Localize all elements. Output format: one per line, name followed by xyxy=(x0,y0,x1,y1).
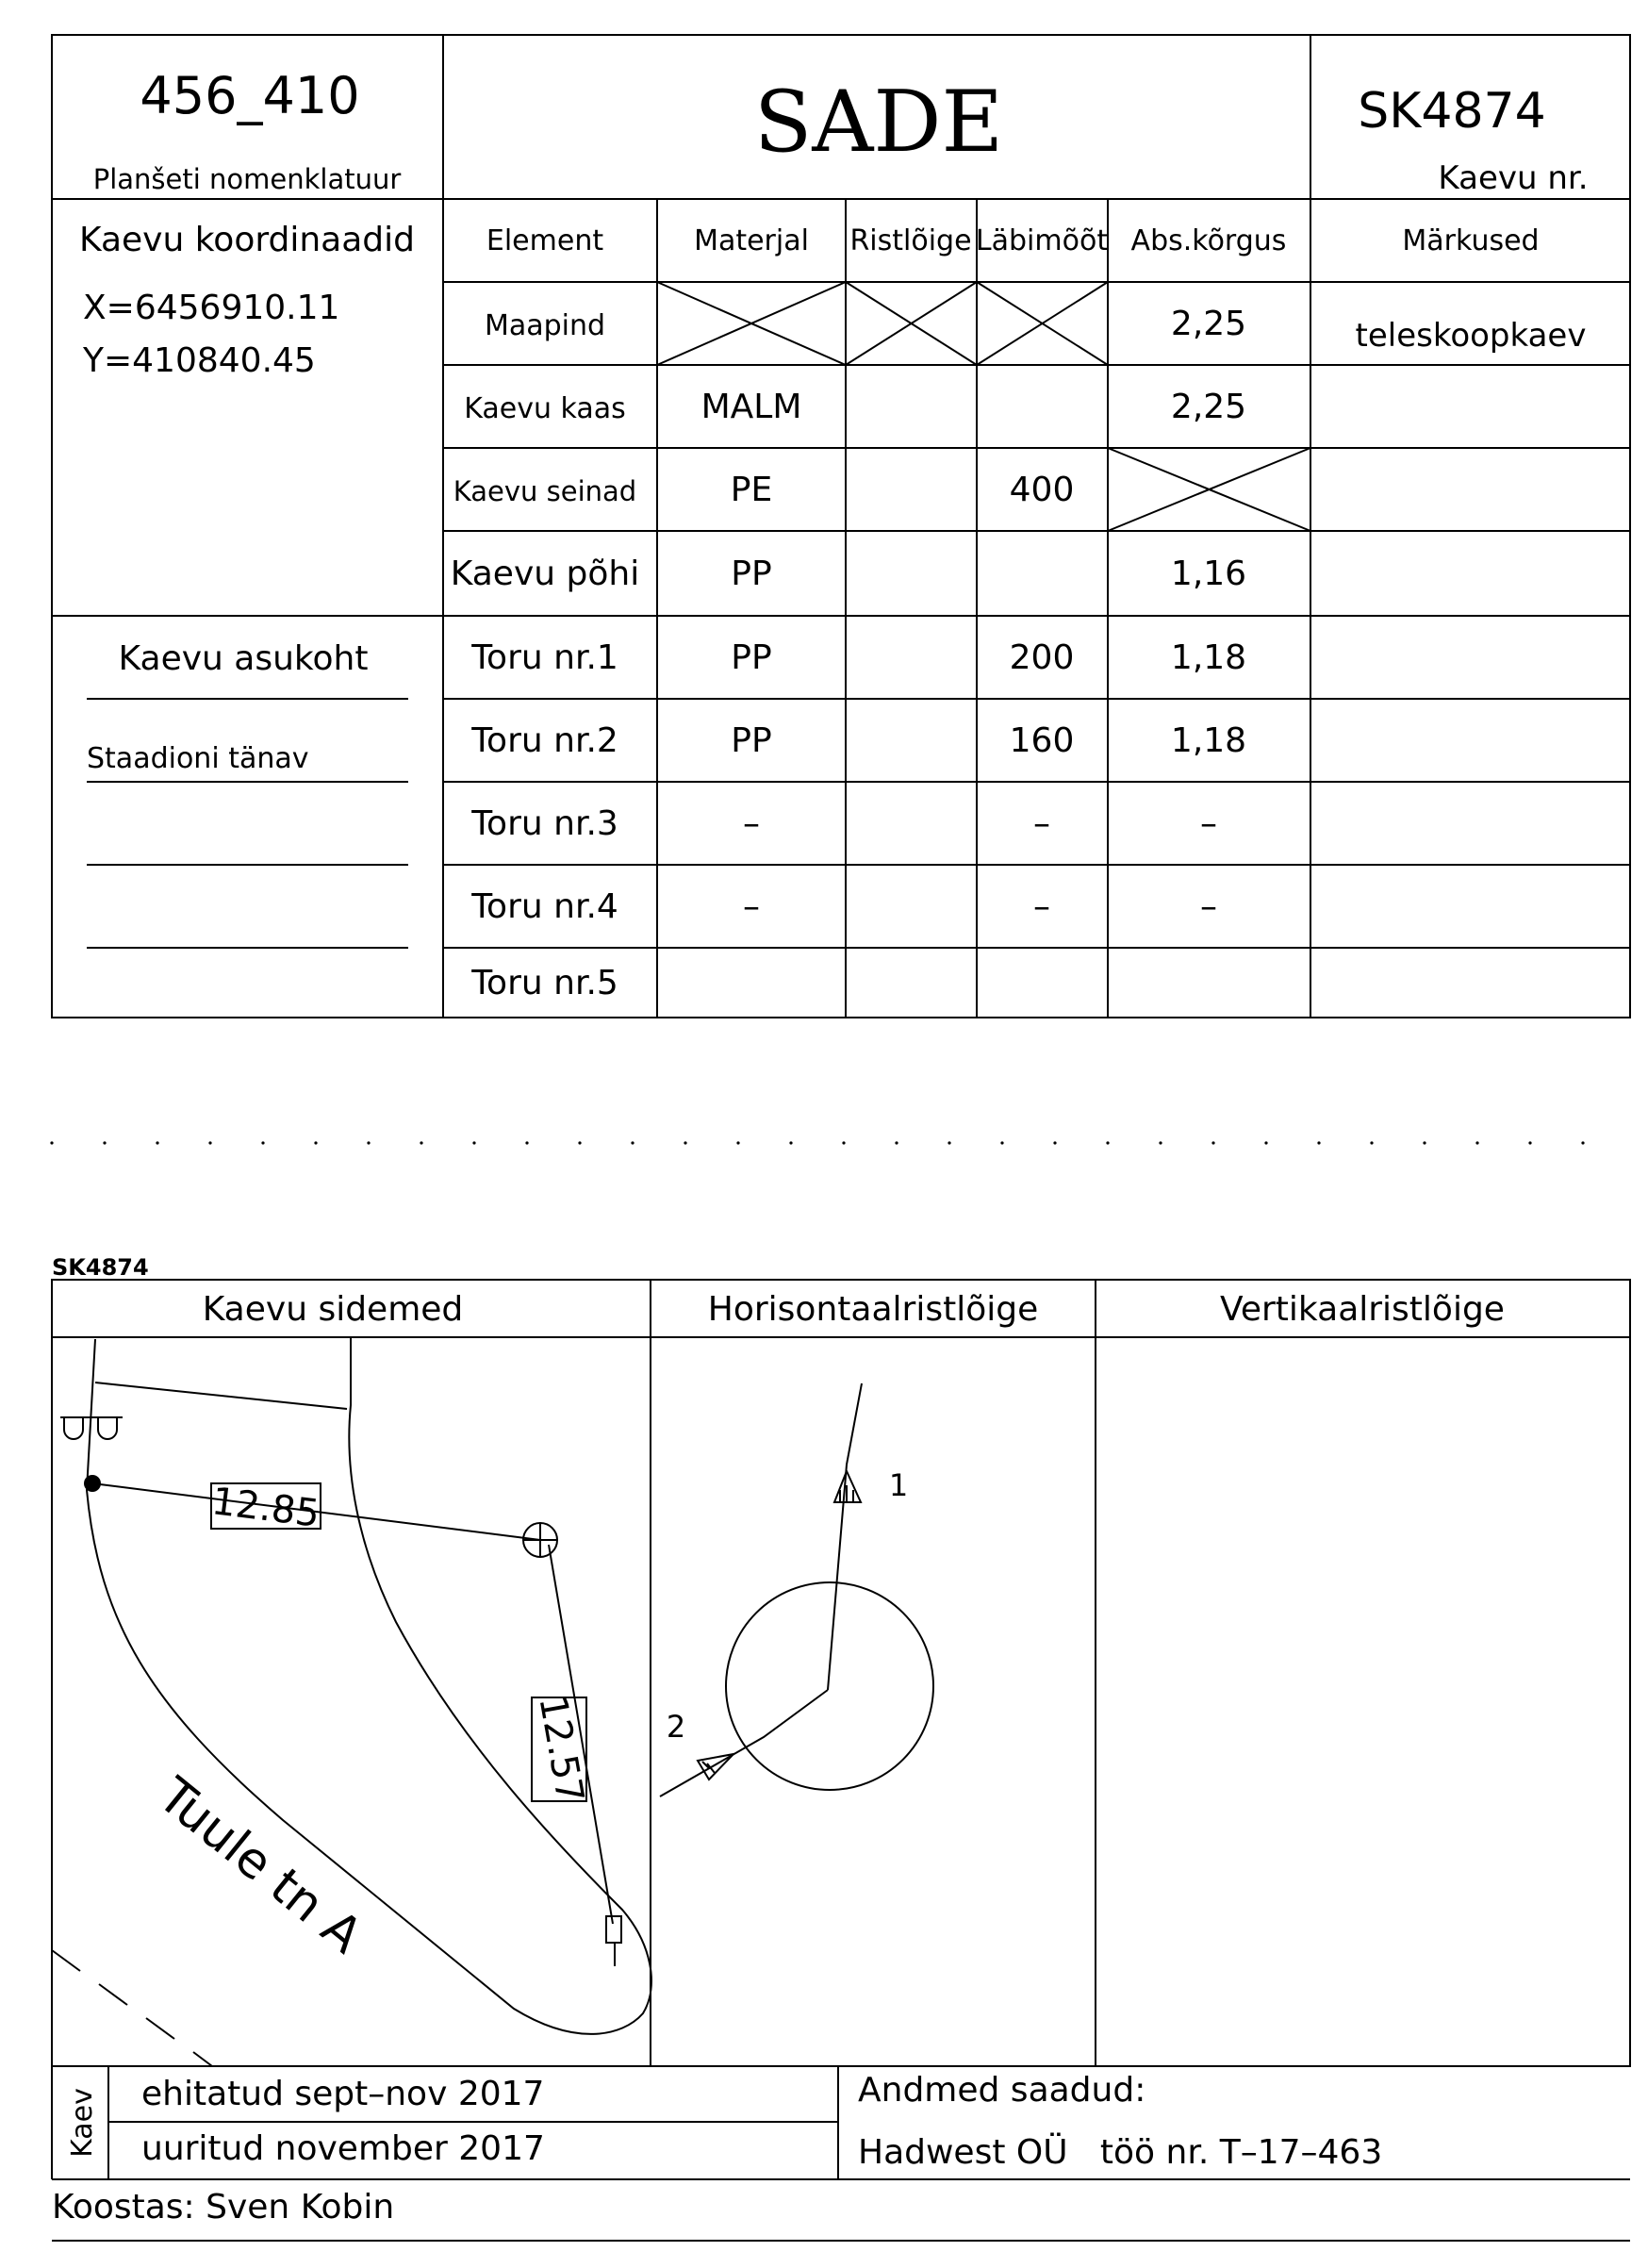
table-row xyxy=(470,638,1246,677)
footer-side-label: Kaev xyxy=(66,2088,99,2158)
table-header xyxy=(486,224,1540,257)
table-row xyxy=(451,555,1246,593)
separator-dot xyxy=(1159,1141,1162,1144)
separator-dot xyxy=(631,1141,634,1144)
dotted-separator xyxy=(50,1141,1584,1144)
separator-dot xyxy=(895,1141,898,1144)
cell-element: Toru nr.5 xyxy=(471,964,618,1002)
pipe-1-arrow-icon xyxy=(834,1471,861,1502)
cell-elevation: 2,25 xyxy=(1170,388,1247,426)
cell-material: PP xyxy=(731,555,772,593)
separator-dot xyxy=(208,1141,211,1144)
cell-element: Toru nr.1 xyxy=(471,638,618,677)
panel-title-horizontal: Horisontaalristlõige xyxy=(707,1290,1039,1329)
separator-dot xyxy=(1106,1141,1109,1144)
separator-dot xyxy=(789,1141,792,1144)
cell-diameter: 200 xyxy=(1009,638,1075,677)
footer-compiled-by: Koostas: Sven Kobin xyxy=(52,2188,395,2227)
building-edge xyxy=(95,1382,347,1409)
location-label: Kaevu asukoht xyxy=(118,639,369,678)
separator-dot xyxy=(578,1141,581,1144)
drawing-frame xyxy=(52,1280,1630,2066)
cell-diameter: 400 xyxy=(1009,471,1075,509)
separator-dot xyxy=(50,1141,53,1144)
separator-dot xyxy=(842,1141,845,1144)
separator-dot xyxy=(1475,1141,1478,1144)
separator-dot xyxy=(1211,1141,1214,1144)
cell-material: – xyxy=(743,804,760,843)
small-object-icon xyxy=(606,1916,621,1943)
separator-dot xyxy=(314,1141,317,1144)
well-number: SK4874 xyxy=(1358,83,1546,140)
col-header-material: Materjal xyxy=(694,224,809,257)
pipe-1-line xyxy=(828,1383,862,1690)
coordinate-x: X=6456910.11 xyxy=(83,289,340,327)
cell-diameter: 160 xyxy=(1009,721,1075,760)
separator-dot xyxy=(103,1141,106,1144)
sheet-label: Planšeti nomenklatuur xyxy=(92,163,402,195)
separator-dot xyxy=(736,1141,739,1144)
cell-material: PP xyxy=(731,721,772,760)
cell-diameter: – xyxy=(1033,804,1050,843)
separator-dot xyxy=(472,1141,475,1144)
table-row xyxy=(485,305,1587,355)
sheet-number: 456_410 xyxy=(140,66,360,125)
col-header-notes: Märkused xyxy=(1402,224,1540,257)
title: SADE xyxy=(753,73,1004,172)
well-circle xyxy=(726,1582,933,1790)
col-header-cross-section: Ristlõige xyxy=(849,224,972,257)
table-row xyxy=(470,964,618,1002)
footer-built: ehitatud sept–nov 2017 xyxy=(141,2075,545,2113)
separator-dot xyxy=(1370,1141,1373,1144)
cell-material: PE xyxy=(730,471,773,509)
separator-dot xyxy=(1581,1141,1584,1144)
cell-elevation: – xyxy=(1200,887,1217,926)
pipe-2-label: 2 xyxy=(666,1709,686,1745)
separator-dot xyxy=(1528,1141,1531,1144)
cell-element: Kaevu kaas xyxy=(464,392,626,425)
street-dashed-line xyxy=(52,1950,212,2066)
drawing-small-label: SK4874 xyxy=(52,1254,149,1281)
well-symbol-icon xyxy=(523,1523,557,1557)
separator-dot xyxy=(1423,1141,1426,1144)
table-row xyxy=(470,887,1217,926)
coordinates-label: Kaevu koordinaadid xyxy=(78,221,416,259)
table-row xyxy=(464,388,1246,426)
panel-title-vertical: Vertikaalristlõige xyxy=(1220,1290,1505,1329)
footer-data-from-label: Andmed saadud: xyxy=(858,2071,1146,2110)
cell-elevation: 1,18 xyxy=(1170,721,1247,760)
footer-surveyed: uuritud november 2017 xyxy=(141,2129,545,2168)
dimension-label-1: 12.85 xyxy=(209,1480,322,1536)
pipe-1-label: 1 xyxy=(888,1467,909,1503)
cell-diameter: – xyxy=(1033,887,1050,926)
separator-dot xyxy=(261,1141,264,1144)
well-number-label: Kaevu nr. xyxy=(1438,159,1589,197)
separator-dot xyxy=(1264,1141,1267,1144)
table-rows xyxy=(451,305,1587,1002)
cell-material: – xyxy=(743,887,760,926)
col-header-diameter: Läbimõõt xyxy=(975,224,1109,257)
table-row xyxy=(470,804,1217,843)
separator-dot xyxy=(1053,1141,1056,1144)
cell-element: Toru nr.3 xyxy=(471,804,618,843)
cell-element: Maapind xyxy=(484,309,606,342)
separator-dot xyxy=(525,1141,528,1144)
cell-elevation: 2,25 xyxy=(1170,305,1247,343)
separator-dot xyxy=(420,1141,422,1144)
footer-data-from: Hadwest OÜ töö nr. T–17–463 xyxy=(858,2133,1383,2172)
road-edge-outer xyxy=(87,1337,651,2034)
cell-element: Toru nr.4 xyxy=(471,887,618,926)
separator-dot xyxy=(367,1141,370,1144)
cell-material: PP xyxy=(731,638,772,677)
cell-elevation: 1,18 xyxy=(1170,638,1247,677)
cell-material: MALM xyxy=(700,388,802,426)
separator-dot xyxy=(948,1141,950,1144)
location-street: Staadioni tänav xyxy=(87,742,309,775)
separator-dot xyxy=(156,1141,158,1144)
col-header-element: Element xyxy=(486,224,604,257)
table-row xyxy=(453,471,1075,509)
cell-elevation: 1,16 xyxy=(1170,555,1247,593)
coordinate-y: Y=410840.45 xyxy=(83,341,316,380)
cell-element: Toru nr.2 xyxy=(471,721,618,760)
cell-notes: teleskoopkaev xyxy=(1355,317,1587,355)
panel-title-links: Kaevu sidemed xyxy=(202,1290,464,1329)
col-header-elevation: Abs.kõrgus xyxy=(1130,224,1287,257)
cell-element: Kaevu põhi xyxy=(450,555,640,593)
cell-element: Kaevu seinad xyxy=(453,475,637,507)
separator-dot xyxy=(1000,1141,1003,1144)
cell-elevation: – xyxy=(1200,804,1217,843)
street-label: Tuule tn A xyxy=(147,1767,372,1965)
table-row xyxy=(470,721,1246,760)
horizontal-section-sketch xyxy=(660,1383,933,1796)
separator-dot xyxy=(1317,1141,1320,1144)
dimension-label-2: 12.57 xyxy=(530,1692,592,1807)
separator-dot xyxy=(684,1141,686,1144)
